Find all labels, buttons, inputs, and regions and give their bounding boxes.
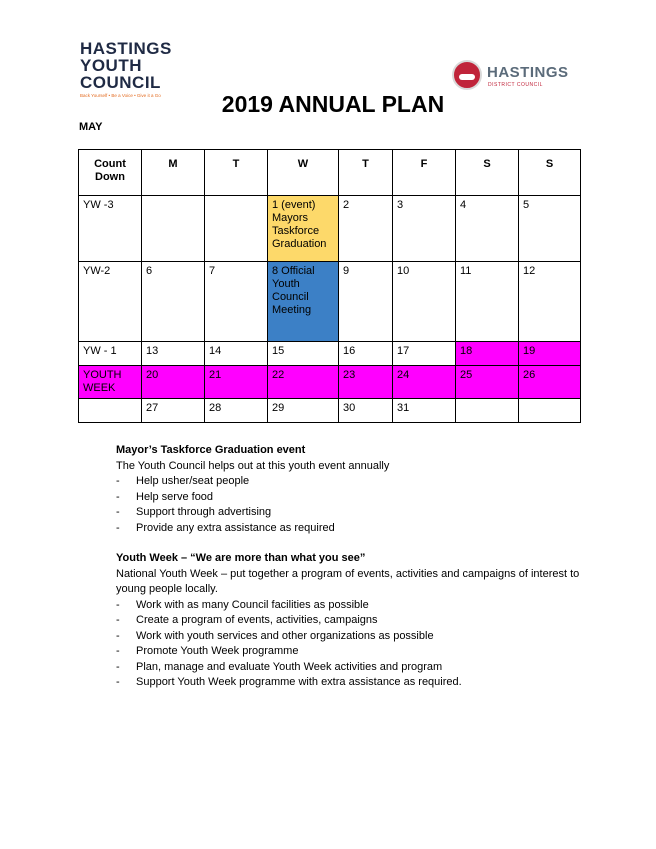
day-cell: 31 [393, 399, 456, 423]
section2-list [116, 598, 606, 691]
calendar-table [78, 149, 581, 423]
day-cell-event: 1 (event) Mayors Taskforce Graduation [268, 196, 339, 262]
list-item: - Support through advertising [116, 505, 606, 521]
district-council-logo [452, 58, 572, 94]
day-cell: 17 [393, 342, 456, 366]
day-cell: 12 [519, 262, 581, 342]
logo-line-3: COUNCIL [80, 73, 161, 92]
row-label: YW - 1 [79, 342, 142, 366]
calendar-row [79, 262, 581, 342]
header-thu: T [339, 150, 393, 196]
calendar-header-row [79, 150, 581, 196]
day-cell: 29 [268, 399, 339, 423]
district-logo-name: HASTINGS [487, 64, 569, 81]
month-label: MAY [79, 121, 103, 133]
list-item: - Support Youth Week programme with extra assistance as required. [116, 675, 606, 691]
logo-line-1: HASTINGS [80, 39, 172, 58]
day-cell: 2 [339, 196, 393, 262]
day-cell: 11 [456, 262, 519, 342]
section2-heading: Youth Week – “We are more than what you see” [116, 552, 366, 564]
day-cell: 10 [393, 262, 456, 342]
day-cell: 9 [339, 262, 393, 342]
list-item: - Promote Youth Week programme [116, 644, 606, 660]
header-sat: S [456, 150, 519, 196]
row-label [79, 399, 142, 423]
list-item: - Plan, manage and evaluate Youth Week activities and program [116, 660, 606, 676]
day-cell-youth-week: 25 [456, 366, 519, 399]
day-cell-youth-week: 26 [519, 366, 581, 399]
day-cell-youth-week: 18 [456, 342, 519, 366]
day-cell [205, 196, 268, 262]
calendar-row [79, 342, 581, 366]
day-cell: 3 [393, 196, 456, 262]
day-cell: 7 [205, 262, 268, 342]
row-label: YW-2 [79, 262, 142, 342]
day-cell [142, 196, 205, 262]
day-cell: 5 [519, 196, 581, 262]
list-item: - Help serve food [116, 490, 606, 506]
district-seal-icon [452, 60, 482, 90]
section2-intro: National Youth Week – put together a program of events, activities and campaigns of interest to young people locally. [116, 567, 580, 595]
list-item: - Work with as many Council facilities as possible [116, 598, 606, 614]
notes-section [116, 443, 606, 691]
header-sun: S [519, 150, 581, 196]
day-cell: 28 [205, 399, 268, 423]
row-label: YOUTH WEEK [79, 366, 142, 399]
header-tue: T [205, 150, 268, 196]
section1-heading: Mayor’s Taskforce Graduation event [116, 444, 306, 456]
day-cell-youth-week: 20 [142, 366, 205, 399]
calendar-row-youth-week [79, 366, 581, 399]
youth-council-logo [80, 40, 170, 98]
section-spacer [116, 536, 606, 551]
day-cell-youth-week: 23 [339, 366, 393, 399]
day-cell [456, 399, 519, 423]
page-title: 2019 ANNUAL PLAN [221, 91, 445, 117]
calendar-row [79, 399, 581, 423]
day-cell: 30 [339, 399, 393, 423]
day-cell: 14 [205, 342, 268, 366]
list-item: - Work with youth services and other organizations as possible [116, 629, 606, 645]
section1-intro: The Youth Council helps out at this youth event annually [116, 459, 390, 472]
day-cell-meeting: 8 Official Youth Council Meeting [268, 262, 339, 342]
logo-line-2: YOUTH [80, 56, 142, 75]
day-cell: 27 [142, 399, 205, 423]
list-item: - Help usher/seat people [116, 474, 606, 490]
list-item: - Provide any extra assistance as required [116, 521, 606, 537]
logo-tagline: Back Yourself • Be a Voice • Give it a Go [80, 93, 161, 98]
day-cell-youth-week: 19 [519, 342, 581, 366]
day-cell [519, 399, 581, 423]
day-cell: 13 [142, 342, 205, 366]
row-label: YW -3 [79, 196, 142, 262]
header-fri: F [393, 150, 456, 196]
list-item: - Create a program of events, activities, campaigns [116, 613, 606, 629]
section1-list [116, 474, 606, 536]
day-cell: 6 [142, 262, 205, 342]
day-cell-youth-week: 24 [393, 366, 456, 399]
day-cell-youth-week: 21 [205, 366, 268, 399]
header-mon: M [142, 150, 205, 196]
day-cell: 15 [268, 342, 339, 366]
header-wed: W [268, 150, 339, 196]
calendar-row [79, 196, 581, 262]
day-cell-youth-week: 22 [268, 366, 339, 399]
day-cell: 16 [339, 342, 393, 366]
day-cell: 4 [456, 196, 519, 262]
header-countdown: Count Down [79, 150, 142, 196]
district-logo-sub: DISTRICT COUNCIL [488, 82, 543, 88]
